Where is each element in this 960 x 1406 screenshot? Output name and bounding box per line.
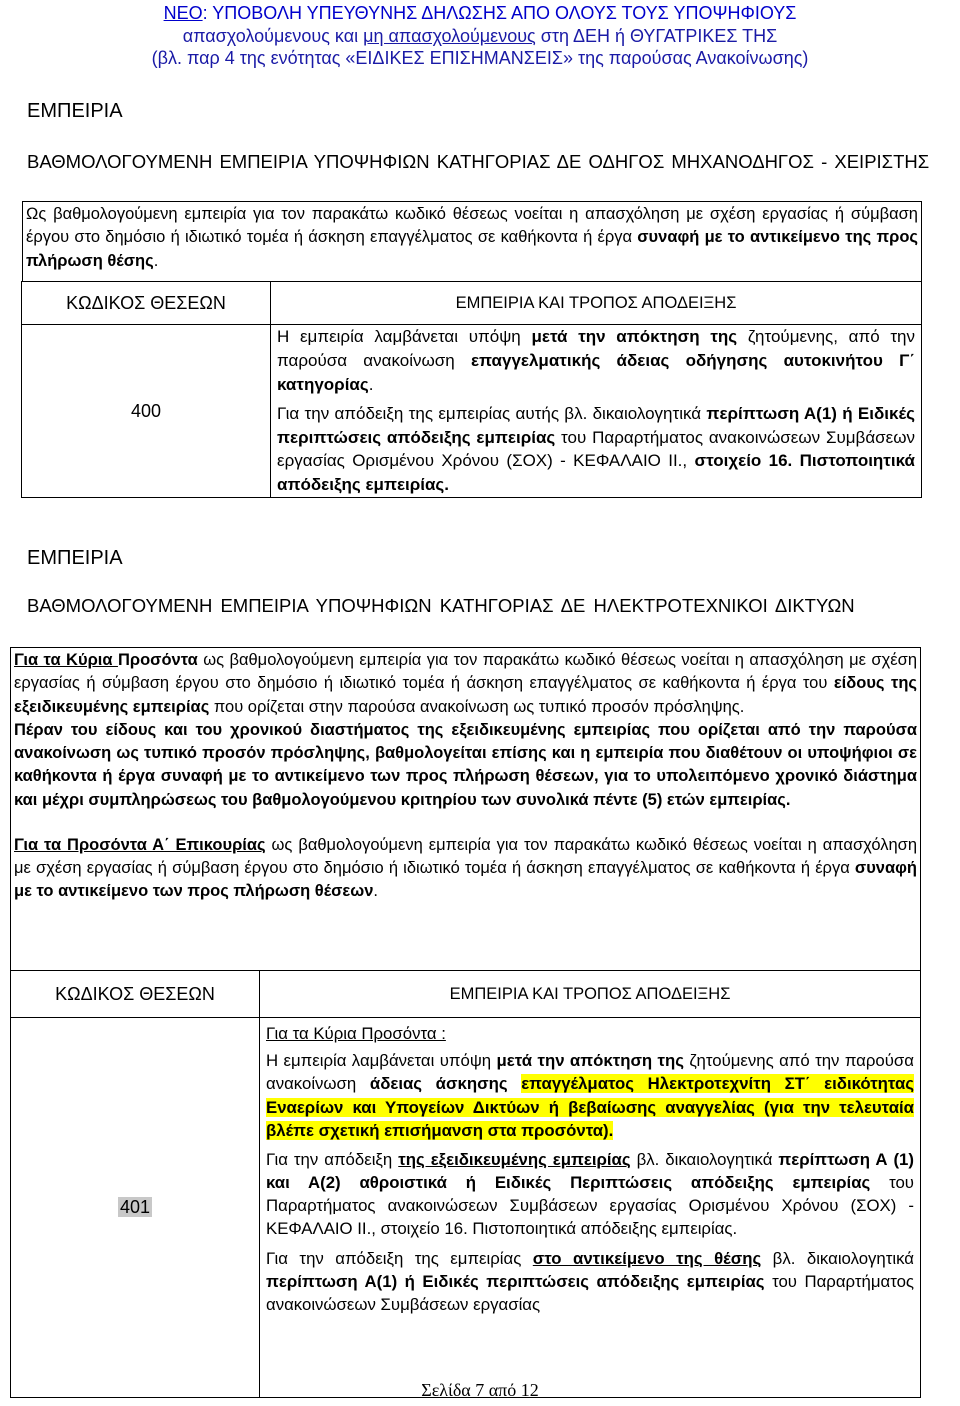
section1-col-code: ΚΩΔΙΚΟΣ ΘΕΣΕΩΝ (22, 282, 271, 325)
s2-p3-e: του Παραρτήματος ανακοινώσεων Συμβάσεων εργασίας (266, 1271, 915, 1314)
s1-p2-b: περίπτωση Α(1) ή Ειδικές περιπτώσεις απόδειξης εμπειρίας (277, 404, 916, 447)
notice-line-2-c: στη ΔΕΗ ή ΘΥΓΑΤΡΙΚΕΣ ΤΗΣ (535, 25, 778, 46)
notice-line-1 (10, 2, 950, 25)
s1-p1-c: ζητούμενης, από την παρούσα ανακοίνωση (277, 327, 916, 370)
section1-intro-c: . (153, 251, 159, 270)
section2-exp-p1 (266, 1049, 914, 1142)
section2-exp-p2 (266, 1148, 914, 1241)
s2-aux-b: ως βαθμολογούμενη εμπειρία για τον παρακάτω κωδικό θέσεως νοείται η απασχόληση με σχέση εργασίας ή σύμβαση έργου στο δημόσιο ή ιδιωτικό τομέα ή άσκηση επαγγέλματος σε καθήκοντα ή έργα (14, 835, 918, 877)
s1-p1-d: επαγγελματικής άδειας οδήγησης αυτοκινήτου Γ΄ κατηγορίας (277, 350, 916, 394)
s2-main-c: ως βαθμολογούμενη εμπειρία για τον παρακάτω κωδικό θέσεως νοείται η απασχόληση με σχέση εργασίας ή σύμβαση έργου στο δημόσιο ή ιδιωτικό τομέα ή άσκηση επαγγέλματος σε καθήκοντα ή έργα του (14, 651, 917, 693)
section2-intro-box (10, 647, 921, 971)
notice-prefix: ΝΕΟ (163, 3, 203, 23)
s2-p1-f: επαγγέλματος Ηλεκτροτεχνίτη ΣΤ΄ ειδικότητας Εναερίων και Υπογείων Δικτύων ή βεβαίωσης αναγγελίας (για την τελευταία βλέπε σχετική επισήμανση στα προσόντα). (266, 1074, 914, 1140)
section1-intro-b: συναφή με το αντικείμενο της προς πλήρωση θέσης (26, 228, 918, 270)
s1-p1-a: Η εμπειρία λαμβάνεται υπόψη (277, 327, 532, 347)
notice-line-3: (βλ. παρ 4 της ενότητας «ΕΙΔΙΚΕΣ ΕΠΙΣΗΜΑΝΣΕΙΣ» της παρούσας Ανακοίνωσης) (151, 48, 809, 68)
s2-p2-d: περίπτωση Α (1) και Α(2) αθροιστικά ή Ειδικές Περιπτώσεις απόδειξης εμπειρίας (266, 1149, 914, 1193)
s2-p1-b: μετά την απόκτηση της (496, 1051, 685, 1071)
section2-experience-cell (260, 1018, 921, 1398)
section1-exp-p1 (277, 325, 915, 396)
section2-table (10, 970, 921, 1398)
notice-line-2 (10, 25, 950, 48)
s2-p2-a: Για την απόδειξη (266, 1149, 399, 1169)
section2-exp-p3 (266, 1247, 914, 1317)
section2-col-experience: ΕΜΠΕΙΡΙΑ ΚΑΙ ΤΡΟΠΟΣ ΑΠΟΔΕΙΞΗΣ (260, 971, 921, 1018)
s2-p1-e (508, 1074, 522, 1093)
section2-col-code: ΚΩΔΙΚΟΣ ΘΕΣΕΩΝ (11, 971, 260, 1018)
s2-p3-c: βλ. δικαιολογητικά (761, 1248, 915, 1268)
s2-p1-c: ζητούμενης από την παρούσα ανακοίνωση (266, 1051, 914, 1094)
notice-line-2-b: μη απασχολούμενους (363, 25, 536, 46)
section2-code: 401 (119, 1197, 151, 1218)
s1-p2-d: στοιχείο 16. Πιστοποιητικά απόδειξης εμπειρίας. (277, 451, 915, 495)
s2-aux-c: συναφή με το αντικείμενο των προς πλήρωση θέσεων (14, 859, 917, 901)
section1-col-experience: ΕΜΠΕΙΡΙΑ ΚΑΙ ΤΡΟΠΟΣ ΑΠΟΔΕΙΞΗΣ (271, 282, 922, 325)
section2-main-paragraph (14, 649, 917, 719)
section2-bold-paragraph: Πέραν του είδους και του χρονικού διαστήματος της εξειδικευμένης εμπειρίας που ορίζεται από την παρούσα ανακοίνωση ως τυπικό προσόν πρόσληψης, βαθμολογείται επίσης και η εμπειρία που διαθέτουν οι υποψήφιοι σε καθήκοντα ή έργα συναφή με το αντικείμενο των προς πλήρωση θέσεων, για το υπολειπόμενο χρονικό διάστημα και μέχρι συμπληρώσεως του βαθμολογούμενου κριτηρίου των συνολικά πέντε (5) ετών εμπειρίας. (14, 720, 917, 809)
section1-experience-cell (271, 325, 922, 498)
section1-table (21, 281, 922, 498)
s2-p1-d: άδειας άσκησης (369, 1074, 508, 1094)
section1-category-title: ΒΑΘΜΟΛΟΓΟΥΜΕΝΗ ΕΜΠΕΙΡΙΑ ΥΠΟΨΗΦΙΩΝ ΚΑΤΗΓΟΡΙΑΣ ΔΕ ΟΔΗΓΟΣ ΜΗΧΑΝΟΔΗΓΟΣ - ΧΕΙΡΙΣΤΗΣ (27, 151, 930, 172)
notice-line-2-a: απασχολούμενους και (182, 25, 364, 46)
s2-main-e: που ορίζεται στην παρούσα ανακοίνωση ως τυπικό προσόν πρόσληψης. (209, 697, 745, 716)
s1-p1-b: μετά την απόκτηση της (531, 327, 738, 347)
notice-header (10, 2, 950, 70)
s2-p2-c: βλ. δικαιολογητικά (630, 1149, 779, 1169)
s2-aux-d: . (373, 882, 378, 901)
s2-main-d: είδους της εξειδικευμένης εμπειρίας (14, 674, 917, 716)
s2-p3-a: Για την απόδειξη της εμπειρίας (266, 1248, 533, 1268)
section1-intro-box (22, 201, 922, 282)
s2-p1-a: Η εμπειρία λαμβάνεται υπόψη (266, 1051, 497, 1071)
s2-main-b: Προσόντα (117, 651, 198, 669)
section2-aux-paragraph (14, 834, 917, 904)
s2-sub-heading-text: Για τα Κύρια Προσόντα : (266, 1024, 446, 1043)
s2-p2-b: της εξειδικευμένης εμπειρίας (398, 1149, 631, 1169)
s2-p2-e: του Παραρτήματος ανακοινώσεων Συμβάσεων εργασίας Ορισμένου Χρόνου (ΣΟΧ) - ΚΕΦΑΛΑΙΟ ΙΙ., στοιχείο 16. Πιστοποιητικά απόδειξης εμπειρίας. (266, 1173, 914, 1239)
section1-code-cell: 400 (22, 325, 271, 498)
s1-p2-c: του Παραρτήματος ανακοινώσεων Συμβάσεων εργασίας Ορισμένου Χρόνου (ΣΟΧ) - ΚΕΦΑΛΑΙΟ ΙΙ., (277, 427, 915, 471)
section1-intro-a: Ως βαθμολογούμενη εμπειρία για τον παρακάτω κωδικό θέσεως νοείται η απασχόληση με σχέση εργασίας ή σύμβαση έργου στο δημόσιο ή ιδιωτικό τομέα ή άσκηση επαγγέλματος σε καθήκοντα ή έργα (26, 205, 918, 247)
s2-aux-a: Για τα Προσόντα Α΄ Επικουρίας (14, 835, 266, 854)
s2-p3-b: στο αντικείμενο της θέσης (532, 1248, 762, 1268)
section1-exp-p2 (277, 402, 915, 497)
s1-p1-e: . (368, 374, 374, 394)
section2-category-title: ΒΑΘΜΟΛΟΓΟΥΜΕΝΗ ΕΜΠΕΙΡΙΑ ΥΠΟΨΗΦΙΩΝ ΚΑΤΗΓΟΡΙΑΣ ΔΕ ΗΛΕΚΤΡΟΤΕΧΝΙΚΟΙ ΔΙΚΤΥΩΝ (27, 595, 855, 616)
section2-heading: ΕΜΠΕΙΡΙΑ (27, 547, 123, 569)
section2-sub-heading (266, 1022, 914, 1045)
s2-p3-d: περίπτωση Α(1) ή Ειδικές περιπτώσεις απόδειξης εμπειρίας (266, 1271, 765, 1291)
s2-main-a: Για τα Κύρια (14, 651, 118, 669)
section1-heading: ΕΜΠΕΙΡΙΑ (27, 100, 123, 122)
page-number: Σελίδα 7 από 12 (421, 1380, 539, 1400)
section2-code-cell (11, 1018, 260, 1398)
notice-line-1-text: : ΥΠΟΒΟΛΗ ΥΠΕΥΘΥΝΗΣ ΔΗΛΩΣΗΣ ΑΠΟ ΟΛΟΥΣ ΤΟΥΣ ΥΠΟΨΗΦΙΟΥΣ (202, 3, 797, 23)
s1-p2-a: Για την απόδειξη της εμπειρίας αυτής βλ. δικαιολογητικά (277, 404, 707, 424)
